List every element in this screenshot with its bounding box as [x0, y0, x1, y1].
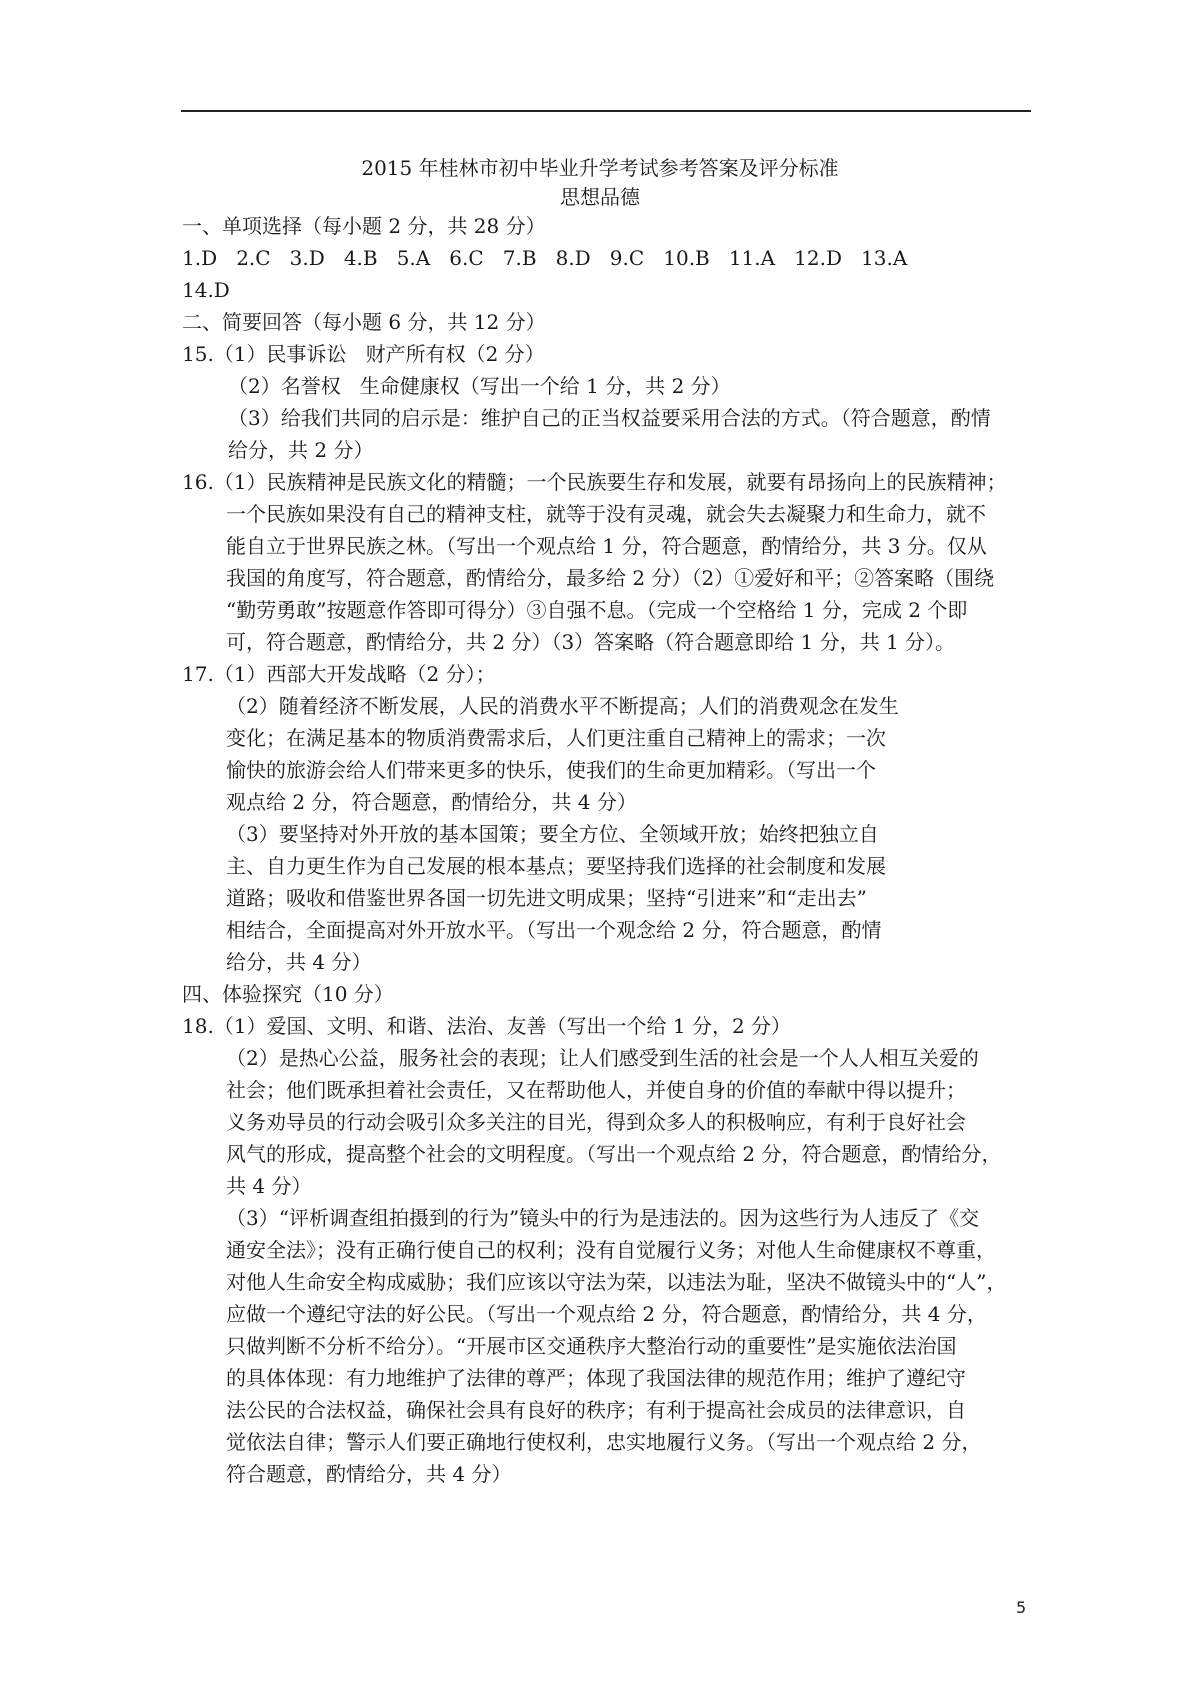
header-rule	[181, 110, 1031, 112]
answer-line: 给分，共 2 分）	[228, 438, 374, 462]
answer-line: 共 4 分）	[226, 1174, 312, 1198]
answer-line: 义务劝导员的行动会吸引众多关注的目光，得到众多人的积极响应，有利于良好社会	[226, 1110, 966, 1134]
answer-line: 观点给 2 分，符合题意，酌情给分，共 4 分）	[226, 790, 637, 814]
section-heading-4: 四、体验探究（10 分）	[182, 982, 394, 1006]
answer-line: 14.D	[182, 278, 230, 302]
answer-line: 1.D 2.C 3.D 4.B 5.A 6.C 7.B 8.D 9.C 10.B 11.A 12.D 13.A	[182, 246, 908, 270]
question-15: 15.（1）民事诉讼 财产所有权（2 分）	[182, 342, 545, 366]
section-heading-2: 二、简要回答（每小题 6 分，共 12 分）	[182, 310, 546, 334]
answer-line: 符合题意，酌情给分，共 4 分）	[226, 1462, 512, 1486]
answer-line: （3）给我们共同的启示是：维护自己的正当权益要采用合法的方式。（符合题意，酌情	[228, 406, 991, 430]
answer-line: （2）是热心公益，服务社会的表现；让人们感受到生活的社会是一个人人相互关爱的	[226, 1046, 979, 1070]
document-subtitle: 思想品德	[560, 185, 640, 209]
answer-line: 社会；他们既承担着社会责任，又在帮助他人，并使自身的价值的奉献中得以提升；	[226, 1078, 966, 1102]
answer-line: （2）名誉权 生命健康权（写出一个给 1 分，共 2 分）	[228, 374, 731, 398]
document-title: 2015 年桂林市初中毕业升学考试参考答案及评分标准	[361, 156, 839, 180]
answer-line: 通安全法》；没有正确行使自己的权利；没有自觉履行义务；对他人生命健康权不尊重，	[226, 1238, 996, 1262]
answer-line: 道路；吸收和借鉴世界各国一切先进文明成果；坚持“引进来”和“走出去”	[226, 886, 867, 910]
question-18: 18.（1）爱国、文明、和谐、法治、友善（写出一个给 1 分，2 分）	[182, 1014, 792, 1038]
section-heading-1: 一、单项选择（每小题 2 分，共 28 分）	[182, 214, 546, 238]
answer-line: “勤劳勇敢”按题意作答即可得分）③自强不息。（完成一个空格给 1 分，完成 2 个即	[226, 598, 968, 622]
answer-line: 给分，共 4 分）	[226, 950, 372, 974]
page-number: 5	[1016, 1598, 1027, 1617]
answer-line: 可，符合题意，酌情给分，共 2 分）（3）答案略（符合题意即给 1 分，共 1 分）。	[226, 630, 956, 654]
answer-line: 法公民的合法权益，确保社会具有良好的秩序；有利于提高社会成员的法律意识，自	[226, 1398, 966, 1422]
answer-line: 相结合，全面提高对外开放水平。（写出一个观念给 2 分，符合题意，酌情	[226, 918, 882, 942]
answer-line: 只做判断不分析不给分）。“开展市区交通秩序大整治行动的重要性”是实施依法治国	[226, 1334, 957, 1358]
question-16: 16.（1）民族精神是民族文化的精髓；一个民族要生存和发展，就要有昂扬向上的民族精神；	[182, 470, 1007, 494]
answer-line: 觉依法自律；警示人们要正确地行使权利，忠实地履行义务。（写出一个观点给 2 分，	[226, 1430, 982, 1454]
question-17: 17.（1）西部大开发战略（2 分）；	[182, 662, 496, 686]
answer-line: （3）“评析调查组拍摄到的行为”镜头中的行为是违法的。因为这些行为人违反了《交	[226, 1206, 980, 1230]
answer-line: （2）随着经济不断发展，人民的消费水平不断提高；人们的消费观念在发生	[226, 694, 899, 718]
answer-line: 变化；在满足基本的物质消费需求后，人们更注重自己精神上的需求；一次	[226, 726, 886, 750]
answer-body	[182, 210, 1032, 1490]
answer-line: 愉快的旅游会给人们带来更多的快乐，使我们的生命更加精彩。（写出一个	[226, 758, 876, 782]
answer-line: 我国的角度写，符合题意，酌情给分，最多给 2 分）（2）①爱好和平；②答案略（围绕	[226, 566, 995, 590]
answer-line: 的具体体现：有力地维护了法律的尊严；体现了我国法律的规范作用；维护了遵纪守	[226, 1366, 966, 1390]
answer-line: 风气的形成，提高整个社会的文明程度。（写出一个观点给 2 分，符合题意，酌情给分，	[226, 1142, 1002, 1166]
answer-line: 应做一个遵纪守法的好公民。（写出一个观点给 2 分，符合题意，酌情给分，共 4 分，	[226, 1302, 987, 1326]
answer-line: 能自立于世界民族之林。（写出一个观点给 1 分，符合题意，酌情给分，共 3 分。仅从	[226, 534, 987, 558]
answer-line: 主、自力更生作为自己发展的根本基点；要坚持我们选择的社会制度和发展	[226, 854, 886, 878]
answer-line: 一个民族如果没有自己的精神支柱，就等于没有灵魂，就会失去凝聚力和生命力，就不	[226, 502, 986, 526]
answer-line: 对他人生命安全构成威胁；我们应该以守法为荣，以违法为耻，坚决不做镜头中的“人”，	[226, 1270, 1007, 1294]
answer-line: （3）要坚持对外开放的基本国策；要全方位、全领域开放；始终把独立自	[226, 822, 879, 846]
